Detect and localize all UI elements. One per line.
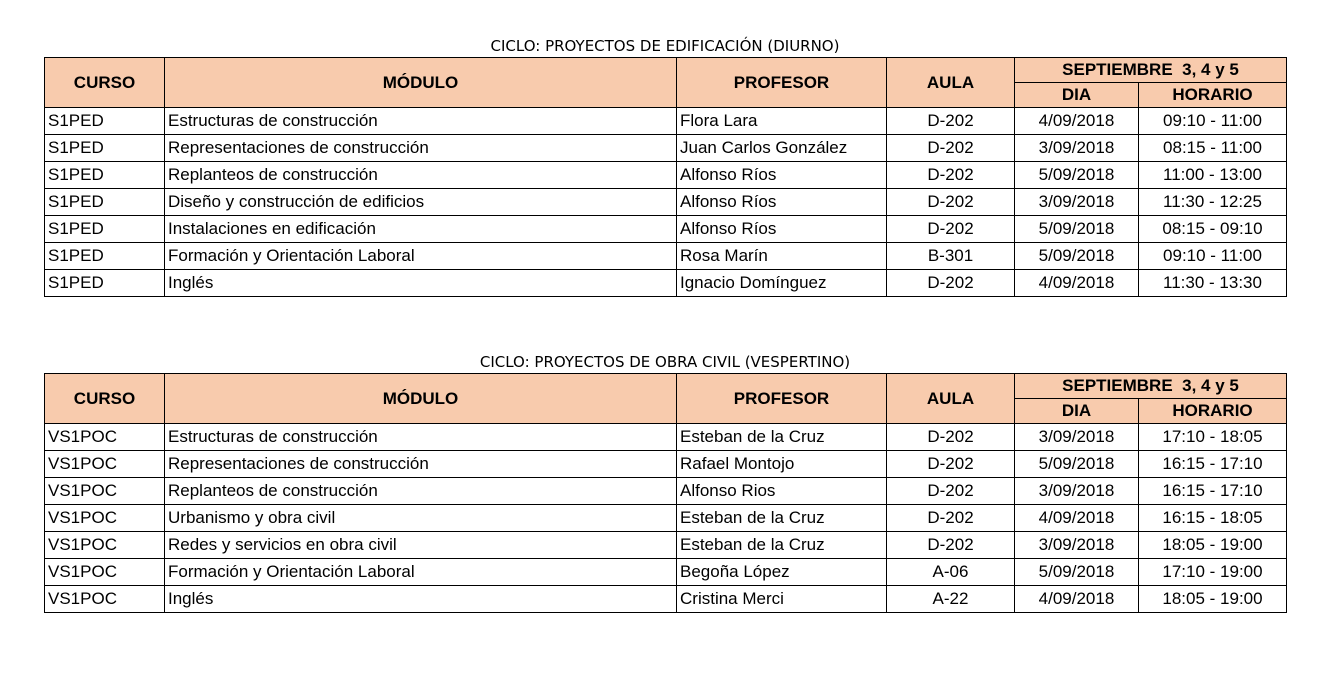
cell-curso: VS1POC bbox=[45, 559, 165, 586]
header-horario: HORARIO bbox=[1139, 83, 1287, 108]
cell-modulo: Representaciones de construcción bbox=[165, 135, 677, 162]
cell-horario: 16:15 - 17:10 bbox=[1139, 451, 1287, 478]
section-title: CICLO: PROYECTOS DE OBRA CIVIL (VESPERTINO) bbox=[479, 353, 851, 371]
cell-curso: VS1POC bbox=[45, 586, 165, 613]
cell-aula: B-301 bbox=[887, 243, 1015, 270]
cell-modulo: Redes y servicios en obra civil bbox=[165, 532, 677, 559]
cell-profesor: Alfonso Ríos bbox=[677, 162, 887, 189]
header-curso: CURSO bbox=[45, 58, 165, 108]
section-vespertino bbox=[44, 351, 1286, 613]
cell-profesor: Ignacio Domínguez bbox=[677, 270, 887, 297]
cell-profesor: Flora Lara bbox=[677, 108, 887, 135]
cell-dia: 4/09/2018 bbox=[1015, 586, 1139, 613]
cell-modulo: Estructuras de construcción bbox=[165, 108, 677, 135]
cell-horario: 17:10 - 19:00 bbox=[1139, 559, 1287, 586]
cell-aula: D-202 bbox=[887, 162, 1015, 189]
cell-aula: D-202 bbox=[887, 424, 1015, 451]
header-aula: AULA bbox=[887, 58, 1015, 108]
cell-horario: 16:15 - 17:10 bbox=[1139, 478, 1287, 505]
header-modulo: MÓDULO bbox=[165, 374, 677, 424]
cell-curso: S1PED bbox=[45, 108, 165, 135]
cell-profesor: Juan Carlos González bbox=[677, 135, 887, 162]
cell-profesor: Esteban de la Cruz bbox=[677, 532, 887, 559]
cell-modulo: Inglés bbox=[165, 270, 677, 297]
cell-modulo: Instalaciones en edificación bbox=[165, 216, 677, 243]
cell-aula: D-202 bbox=[887, 189, 1015, 216]
cell-curso: VS1POC bbox=[45, 532, 165, 559]
table-row bbox=[45, 451, 1287, 478]
cell-curso: VS1POC bbox=[45, 478, 165, 505]
cell-aula: D-202 bbox=[887, 532, 1015, 559]
table-row bbox=[45, 424, 1287, 451]
cell-dia: 3/09/2018 bbox=[1015, 532, 1139, 559]
cell-aula: D-202 bbox=[887, 451, 1015, 478]
header-aula: AULA bbox=[887, 374, 1015, 424]
cell-dia: 4/09/2018 bbox=[1015, 270, 1139, 297]
header-curso: CURSO bbox=[45, 374, 165, 424]
table-body bbox=[45, 424, 1287, 613]
cell-modulo: Formación y Orientación Laboral bbox=[165, 243, 677, 270]
cell-dia: 3/09/2018 bbox=[1015, 424, 1139, 451]
table-row bbox=[45, 135, 1287, 162]
cell-aula: D-202 bbox=[887, 135, 1015, 162]
cell-horario: 08:15 - 09:10 bbox=[1139, 216, 1287, 243]
cell-curso: S1PED bbox=[45, 189, 165, 216]
cell-dia: 4/09/2018 bbox=[1015, 108, 1139, 135]
cell-horario: 09:10 - 11:00 bbox=[1139, 243, 1287, 270]
cell-dia: 5/09/2018 bbox=[1015, 162, 1139, 189]
cell-curso: S1PED bbox=[45, 162, 165, 189]
schedule-table bbox=[44, 57, 1287, 297]
cell-dia: 3/09/2018 bbox=[1015, 135, 1139, 162]
table-row bbox=[45, 189, 1287, 216]
table-row bbox=[45, 216, 1287, 243]
cell-profesor: Alfonso Ríos bbox=[677, 189, 887, 216]
cell-aula: D-202 bbox=[887, 270, 1015, 297]
cell-dia: 4/09/2018 bbox=[1015, 505, 1139, 532]
cell-aula: D-202 bbox=[887, 216, 1015, 243]
table-row bbox=[45, 108, 1287, 135]
cell-profesor: Alfonso Ríos bbox=[677, 216, 887, 243]
table-row bbox=[45, 270, 1287, 297]
header-dia: DIA bbox=[1015, 83, 1139, 108]
cell-profesor: Rafael Montojo bbox=[677, 451, 887, 478]
cell-profesor: Esteban de la Cruz bbox=[677, 505, 887, 532]
header-profesor: PROFESOR bbox=[677, 374, 887, 424]
cell-horario: 11:30 - 13:30 bbox=[1139, 270, 1287, 297]
cell-modulo: Estructuras de construcción bbox=[165, 424, 677, 451]
section-title: CICLO: PROYECTOS DE EDIFICACIÓN (DIURNO) bbox=[490, 37, 840, 55]
table-body bbox=[45, 108, 1287, 297]
cell-horario: 18:05 - 19:00 bbox=[1139, 586, 1287, 613]
header-profesor: PROFESOR bbox=[677, 58, 887, 108]
table-row bbox=[45, 532, 1287, 559]
cell-modulo: Diseño y construcción de edificios bbox=[165, 189, 677, 216]
cell-curso: S1PED bbox=[45, 135, 165, 162]
cell-aula: A-06 bbox=[887, 559, 1015, 586]
cell-modulo: Formación y Orientación Laboral bbox=[165, 559, 677, 586]
cell-aula: A-22 bbox=[887, 586, 1015, 613]
table-row bbox=[45, 162, 1287, 189]
cell-profesor: Esteban de la Cruz bbox=[677, 424, 887, 451]
cell-modulo: Replanteos de construcción bbox=[165, 478, 677, 505]
cell-horario: 18:05 - 19:00 bbox=[1139, 532, 1287, 559]
cell-dia: 5/09/2018 bbox=[1015, 243, 1139, 270]
cell-horario: 16:15 - 18:05 bbox=[1139, 505, 1287, 532]
cell-curso: S1PED bbox=[45, 216, 165, 243]
cell-profesor: Alfonso Rios bbox=[677, 478, 887, 505]
cell-dia: 5/09/2018 bbox=[1015, 559, 1139, 586]
cell-curso: VS1POC bbox=[45, 451, 165, 478]
header-septiembre: SEPTIEMBRE 3, 4 y 5 bbox=[1015, 58, 1287, 83]
table-row bbox=[45, 586, 1287, 613]
cell-modulo: Representaciones de construcción bbox=[165, 451, 677, 478]
header-horario: HORARIO bbox=[1139, 399, 1287, 424]
cell-horario: 08:15 - 11:00 bbox=[1139, 135, 1287, 162]
cell-dia: 3/09/2018 bbox=[1015, 478, 1139, 505]
cell-aula: D-202 bbox=[887, 478, 1015, 505]
cell-profesor: Cristina Merci bbox=[677, 586, 887, 613]
cell-modulo: Inglés bbox=[165, 586, 677, 613]
cell-modulo: Urbanismo y obra civil bbox=[165, 505, 677, 532]
table-row bbox=[45, 505, 1287, 532]
cell-dia: 3/09/2018 bbox=[1015, 189, 1139, 216]
table-row bbox=[45, 478, 1287, 505]
table-row bbox=[45, 559, 1287, 586]
cell-aula: D-202 bbox=[887, 505, 1015, 532]
table-row bbox=[45, 243, 1287, 270]
cell-horario: 11:30 - 12:25 bbox=[1139, 189, 1287, 216]
header-dia: DIA bbox=[1015, 399, 1139, 424]
schedule-table bbox=[44, 373, 1287, 613]
cell-curso: VS1POC bbox=[45, 424, 165, 451]
cell-curso: VS1POC bbox=[45, 505, 165, 532]
cell-profesor: Rosa Marín bbox=[677, 243, 887, 270]
cell-curso: S1PED bbox=[45, 243, 165, 270]
cell-dia: 5/09/2018 bbox=[1015, 216, 1139, 243]
cell-curso: S1PED bbox=[45, 270, 165, 297]
section-diurno bbox=[44, 35, 1286, 297]
cell-horario: 17:10 - 18:05 bbox=[1139, 424, 1287, 451]
cell-aula: D-202 bbox=[887, 108, 1015, 135]
cell-horario: 09:10 - 11:00 bbox=[1139, 108, 1287, 135]
cell-dia: 5/09/2018 bbox=[1015, 451, 1139, 478]
cell-horario: 11:00 - 13:00 bbox=[1139, 162, 1287, 189]
cell-modulo: Replanteos de construcción bbox=[165, 162, 677, 189]
header-modulo: MÓDULO bbox=[165, 58, 677, 108]
cell-profesor: Begoña López bbox=[677, 559, 887, 586]
header-septiembre: SEPTIEMBRE 3, 4 y 5 bbox=[1015, 374, 1287, 399]
